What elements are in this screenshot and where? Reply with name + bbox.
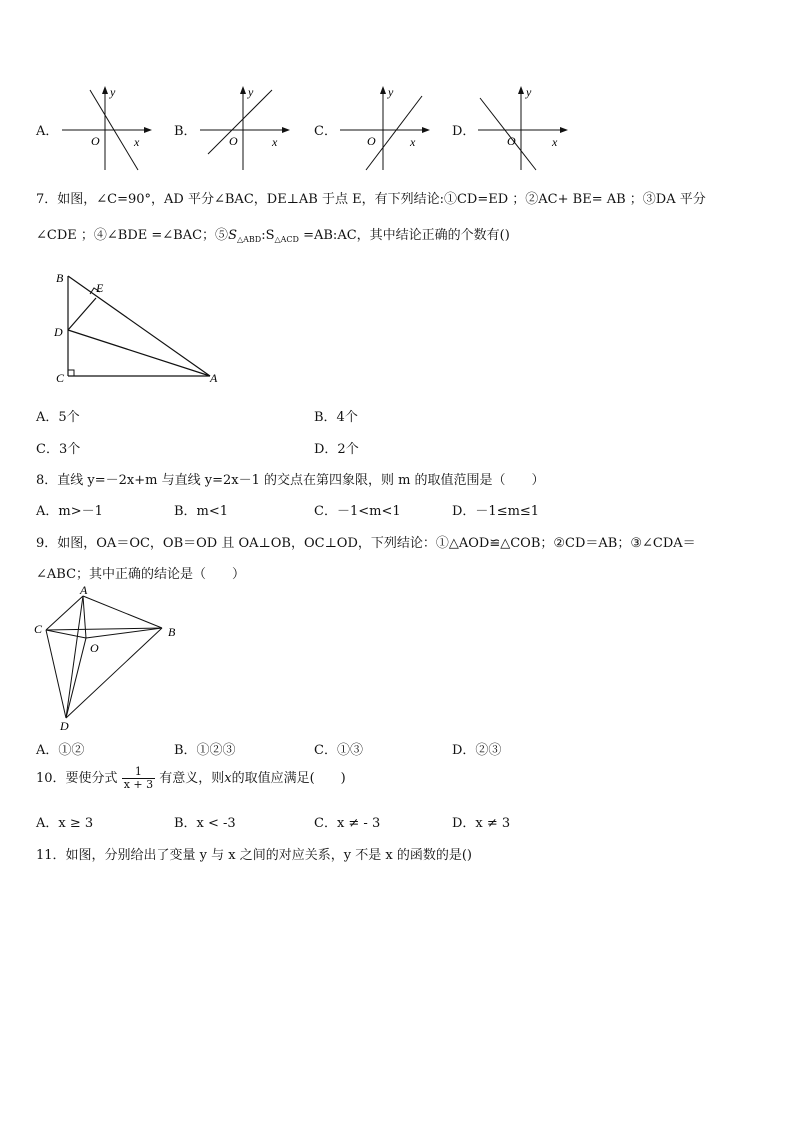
q8-option-a[interactable]: A．m>－1: [36, 504, 103, 519]
q9-option-b[interactable]: B．①②③: [174, 743, 236, 758]
q6c-origin-label: O: [367, 134, 376, 148]
q7-option-b[interactable]: B．4个: [314, 410, 358, 425]
q7-area-s: S: [228, 228, 237, 243]
q9-label-b: B: [168, 625, 176, 639]
q10-fraction-numerator: 1: [122, 766, 155, 779]
q6d-y-label: y: [526, 85, 532, 99]
q6c-y-label: y: [388, 85, 394, 99]
q7-area-colon: :S: [261, 228, 275, 243]
q7-label-d: D: [54, 325, 63, 339]
q6-option-d-label[interactable]: D．: [452, 124, 476, 139]
q10-option-c[interactable]: C．x ≠ - 3: [314, 816, 381, 831]
q10-option-d[interactable]: D．x ≠ 3: [452, 816, 511, 831]
q9-label-a: A: [80, 583, 88, 597]
q7-option-d[interactable]: D．2个: [314, 442, 359, 457]
q10-stem-var: x: [224, 771, 232, 786]
q6-option-d-graph: [474, 82, 572, 174]
q10-stem-post: 的取值应满足( ): [231, 771, 346, 786]
q9-option-d[interactable]: D．②③: [452, 743, 502, 758]
q8-option-c[interactable]: C．－1<m<1: [314, 504, 401, 519]
q7-label-c: C: [56, 371, 65, 385]
q6-option-c-graph: [336, 82, 434, 174]
q6b-origin-label: O: [229, 134, 238, 148]
q9-label-d: D: [60, 719, 69, 733]
q8-option-d[interactable]: D．－1≤m≤1: [452, 504, 540, 519]
q7-area-sub1: △ABD: [236, 235, 262, 244]
q7-line1: 7．如图，∠C=90°，AD 平分∠BAC，DE⊥AB 于点 E，有下列结论:①CD=ED ；②AC+ BE= AB ；③DA 平分: [36, 192, 706, 207]
q9-line2: ∠ABC；其中正确的结论是（ ）: [36, 567, 246, 582]
q7-area-sub2: △ACD: [274, 235, 299, 244]
q6-option-c-label[interactable]: C．: [314, 124, 337, 139]
q6-option-a-label[interactable]: A．: [36, 124, 59, 139]
q10-stem-mid: 有意义，则: [159, 771, 225, 786]
q8-stem: 8．直线 y=－2x+m 与直线 y=2x－1 的交点在第四象限，则 m 的取值范围是（ ）: [36, 473, 545, 488]
q9-label-c: C: [34, 622, 43, 636]
q6a-x-label: x: [134, 135, 140, 149]
q7-option-a[interactable]: A．5个: [36, 410, 80, 425]
q10-option-a[interactable]: A．x ≥ 3: [36, 816, 94, 831]
q8-option-b[interactable]: B．m<1: [174, 504, 229, 519]
q6b-y-label: y: [248, 85, 254, 99]
q10-stem: [36, 766, 346, 791]
q7-label-e: E: [96, 281, 104, 295]
q6b-x-label: x: [272, 135, 278, 149]
q10-stem-pre: 10．要使分式: [36, 771, 118, 786]
q7-triangle-figure: [50, 266, 230, 388]
q7-label-a: A: [210, 371, 218, 385]
q7-option-c[interactable]: C．3个: [36, 442, 81, 457]
q11-stem: 11．如图，分别给出了变量 y 与 x 之间的对应关系，y 不是 x 的函数的是(): [36, 848, 472, 863]
q7-label-b: B: [56, 271, 64, 285]
q10-fraction-denominator: x + 3: [123, 778, 154, 791]
q9-line1: 9．如图，OA＝OC，OB＝OD 且 OA⊥OB，OC⊥OD，下列结论：①△AOD≌△COB；②CD＝AB；③∠CDA＝: [36, 536, 696, 551]
q10-fraction: [122, 766, 155, 791]
q9-option-a[interactable]: A．①②: [36, 743, 85, 758]
q10-option-b[interactable]: B．x < -3: [174, 816, 236, 831]
q6-option-b-graph: [196, 82, 294, 174]
q6-option-a-graph: [58, 82, 156, 174]
q7-line2: [36, 224, 510, 244]
q6d-x-label: x: [552, 135, 558, 149]
q6c-x-label: x: [410, 135, 416, 149]
q9-label-o: O: [90, 641, 99, 655]
q7-line2-pre: ∠CDE ；④∠BDE =∠BAC；⑤: [36, 228, 229, 243]
q6d-origin-label: O: [507, 134, 516, 148]
q6a-y-label: y: [110, 85, 116, 99]
q6-option-b-label[interactable]: B．: [174, 124, 197, 139]
q9-figure: [30, 582, 190, 734]
q7-line2-post: =AB:AC，其中结论正确的个数有(): [298, 228, 510, 243]
q9-option-c[interactable]: C．①③: [314, 743, 363, 758]
q6a-origin-label: O: [91, 134, 100, 148]
